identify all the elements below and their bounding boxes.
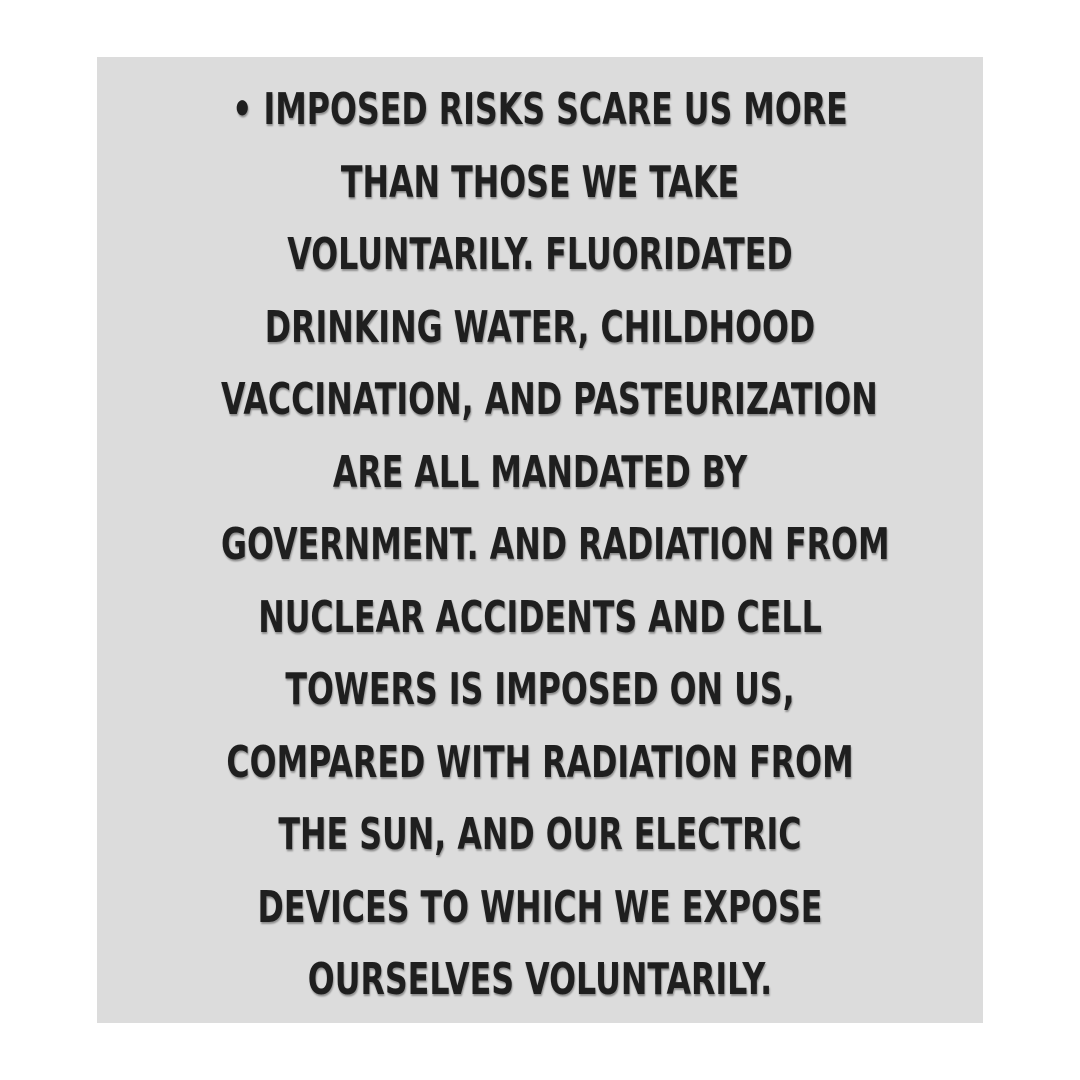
quote-line-11: THE SUN, AND OUR ELECTRIC xyxy=(278,809,802,860)
quote-line-6: ARE ALL MANDATED BY xyxy=(332,446,748,498)
quote-line-7: GOVERNMENT. AND RADIATION FROM xyxy=(221,519,890,570)
quote-line-5: VACCINATION, AND PASTEURIZATION xyxy=(221,374,878,425)
quote-line-2: THAN THOSE WE TAKE xyxy=(340,156,740,208)
quote-card xyxy=(97,57,983,1023)
quote-line-4: DRINKING WATER, CHILDHOOD xyxy=(264,301,816,353)
quote-line-13: OURSELVES VOLUNTARILY. xyxy=(307,954,773,1005)
quote-line-1: • IMPOSED RISKS SCARE US MORE xyxy=(232,84,848,135)
quote-line-9: TOWERS IS IMPOSED ON US, xyxy=(285,664,795,715)
quote-line-3: VOLUNTARILY. FLUORIDATED xyxy=(287,229,793,280)
quote-line-8: NUCLEAR ACCIDENTS AND CELL xyxy=(258,591,822,643)
quote-text xyxy=(97,57,983,1023)
quote-line-10: COMPARED WITH RADIATION FROM xyxy=(226,736,854,788)
quote-line-12: DEVICES TO WHICH WE EXPOSE xyxy=(257,881,823,933)
